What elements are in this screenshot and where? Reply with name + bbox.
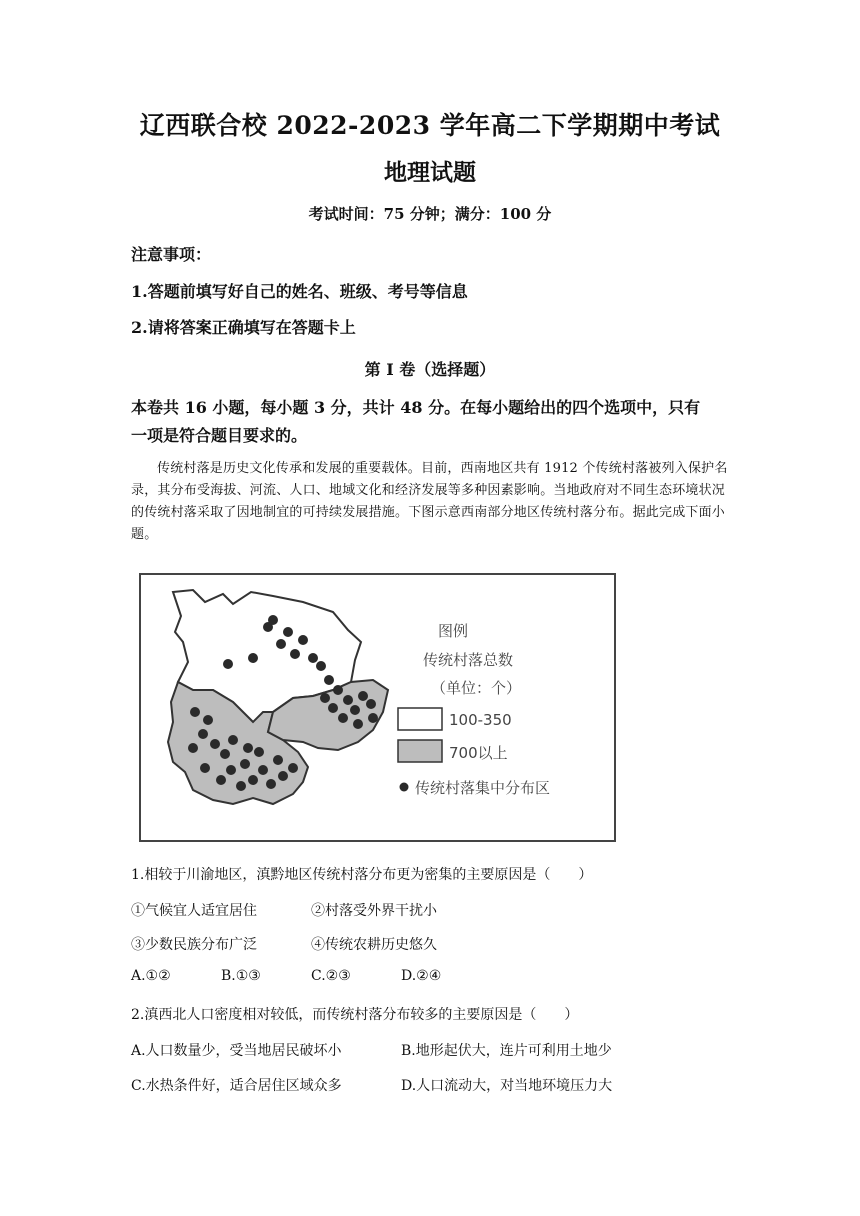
village-cluster-dot [243,743,253,753]
village-cluster-dot [278,771,288,781]
village-cluster-dot [338,713,348,723]
village-cluster-dot [226,765,236,775]
village-cluster-dot [290,649,300,659]
village-cluster-dot [198,729,208,739]
village-cluster-dot [350,705,360,715]
q2-option-a: A.人口数量少，受当地居民破坏小 [131,1043,342,1059]
village-cluster-dot [223,659,233,669]
village-cluster-dot [268,615,278,625]
village-cluster-dot [283,627,293,637]
legend-unit: （单位：个） [431,679,522,697]
q1-statement-2: ②村落受外界干扰小 [311,903,437,919]
village-cluster-dot [308,653,318,663]
village-cluster-dot [203,715,213,725]
legend-swatch-low [398,708,442,730]
village-cluster-dot [266,779,276,789]
legend-label-low: 100-350 [449,711,512,729]
village-cluster-dot [273,755,283,765]
exam-title: 辽西联合校 2022-2023 学年高二下学期期中考试 [139,111,721,140]
village-cluster-dot [190,707,200,717]
village-cluster-dot [228,735,238,745]
village-cluster-dot [288,763,298,773]
village-cluster-dot [298,635,308,645]
village-cluster-dot [248,653,258,663]
village-cluster-dot [276,639,286,649]
q2-option-c: C.水热条件好，适合居住区域众多 [131,1078,342,1094]
legend-title: 图例 [438,622,469,640]
village-cluster-dot [200,763,210,773]
q1-option-b: B.①③ [221,968,261,984]
section-title: 第 I 卷（选择题） [364,360,496,379]
village-cluster-dot [248,775,258,785]
q1-statement-1: ①气候宜人适宜居住 [131,903,257,919]
village-cluster-dot [353,719,363,729]
q2-option-d: D.人口流动大，对当地环境压力大 [401,1078,613,1094]
legend-swatch-high [398,740,442,762]
legend-dot-icon [400,783,409,792]
village-cluster-dot [366,699,376,709]
village-cluster-dot [236,781,246,791]
passage-text: 传统村落是历史文化传承和发展的重要载体。目前，西南地区共有 1912 个传统村落被列入保护名录，其分布受海拔、河流、人口、地域文化和经济发展等多种因素影响。当地政府对不同生态环境状况的传统村落采取了因地制宜的可持续发展措施。下图示意西南部分地区传统村落分布。据此完成下面小题。 [131,461,728,542]
question-1-stem: 1.相较于川渝地区，滇黔地区传统村落分布更为密集的主要原因是（ ） [131,867,593,883]
village-cluster-dot [328,703,338,713]
village-distribution-map [133,572,620,845]
notes-heading: 注意事项： [131,245,212,264]
q2-option-b: B.地形起伏大，连片可利用土地少 [401,1043,612,1059]
legend-label-high: 700以上 [449,744,508,762]
section-instructions-2: 一项是符合题目要求的。 [131,426,308,445]
village-cluster-dot [333,685,343,695]
q1-option-c: C.②③ [311,968,351,984]
exam-meta: 考试时间：75 分钟；满分：100 分 [308,205,552,223]
village-cluster-dot [258,765,268,775]
village-cluster-dot [220,749,230,759]
village-cluster-dot [320,693,330,703]
village-cluster-dot [240,759,250,769]
village-cluster-dot [368,713,378,723]
q1-statement-4: ④传统农耕历史悠久 [311,937,437,953]
exam-subtitle: 地理试题 [384,159,476,186]
note-item-1: 1.答题前填写好自己的姓名、班级、考号等信息 [131,282,468,301]
village-cluster-dot [210,739,220,749]
section-instructions-1: 本卷共 16 小题，每小题 3 分，共计 48 分。在每小题给出的四个选项中，只有 [131,398,701,417]
village-cluster-dot [254,747,264,757]
village-cluster-dot [316,661,326,671]
q1-option-a: A.①② [131,968,171,984]
q1-statement-3: ③少数民族分布广泛 [131,937,257,953]
question-2-stem: 2.滇西北人口密度相对较低，而传统村落分布较多的主要原因是（ ） [131,1007,579,1023]
village-cluster-dot [188,743,198,753]
village-cluster-dot [324,675,334,685]
legend-subtitle: 传统村落总数 [423,651,514,669]
village-cluster-dot [343,695,353,705]
legend-label-dot: 传统村落集中分布区 [415,779,551,797]
note-item-2: 2.请将答案正确填写在答题卡上 [131,318,356,337]
village-cluster-dot [216,775,226,785]
village-cluster-dot [358,691,368,701]
q1-option-d: D.②④ [401,968,442,984]
